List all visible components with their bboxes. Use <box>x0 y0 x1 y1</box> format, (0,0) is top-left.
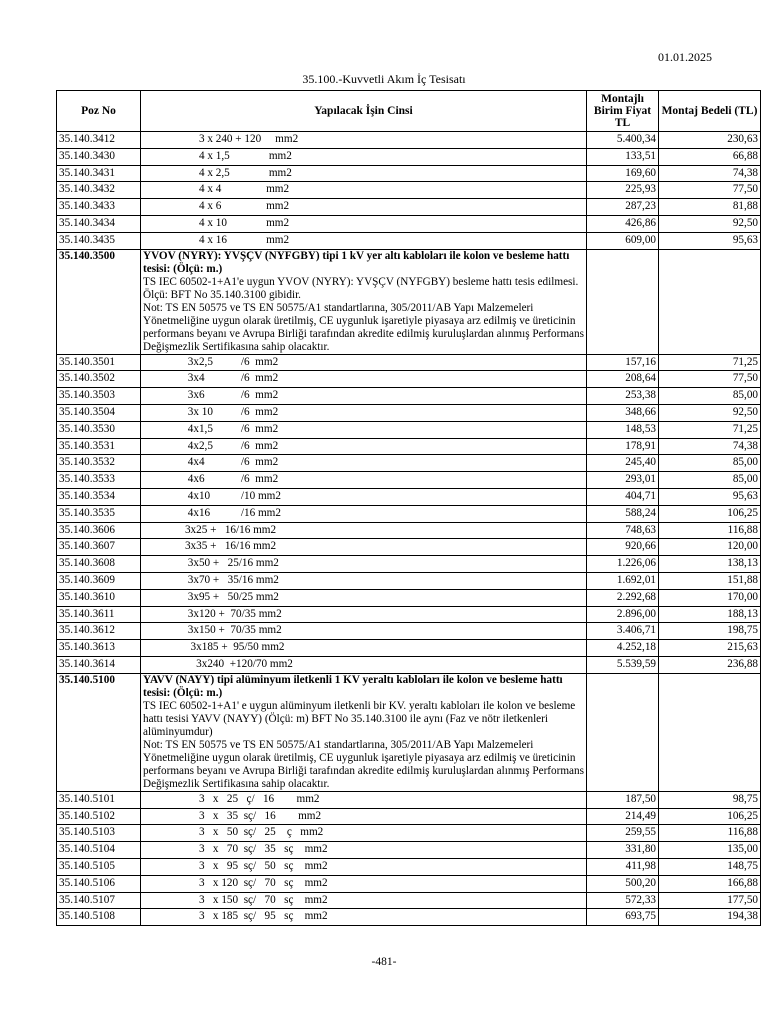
description-cell: 3x95 + 50/25 mm2 <box>141 589 587 606</box>
assembly-cost-cell: 95,63 <box>659 488 761 505</box>
poz-no-cell: 35.140.3503 <box>57 388 141 405</box>
assembly-cost-cell: 170,00 <box>659 589 761 606</box>
empty-assembly-cell <box>659 673 761 791</box>
unit-price-cell: 1.692,01 <box>587 572 659 589</box>
assembly-cost-cell: 151,88 <box>659 572 761 589</box>
table-row <box>57 656 761 673</box>
header-poz-no: Poz No <box>57 91 141 132</box>
unit-price-cell: 920,66 <box>587 539 659 556</box>
table-row <box>57 455 761 472</box>
group-row <box>57 673 761 791</box>
unit-price-cell: 572,33 <box>587 892 659 909</box>
group-row <box>57 249 761 354</box>
group-title: YAVV (NAYY) tipi alüminyum iletkenli 1 KV yeraltı kabloları ile kolon ve besleme hattı tesisi: (Ölçü: m.) <box>143 673 563 699</box>
poz-no-cell: 35.140.5103 <box>57 825 141 842</box>
description-cell: 3x2,5 /6 mm2 <box>141 354 587 371</box>
table-row <box>57 182 761 199</box>
table-row <box>57 640 761 657</box>
assembly-cost-cell: 230,63 <box>659 132 761 149</box>
assembly-cost-cell: 148,75 <box>659 858 761 875</box>
table-row <box>57 825 761 842</box>
unit-price-cell: 225,93 <box>587 182 659 199</box>
table-row <box>57 556 761 573</box>
table-row <box>57 606 761 623</box>
unit-price-cell: 426,86 <box>587 215 659 232</box>
description-cell: 3x120 + 70/35 mm2 <box>141 606 587 623</box>
assembly-cost-cell: 74,38 <box>659 438 761 455</box>
assembly-cost-cell: 138,13 <box>659 556 761 573</box>
description-cell: 3x70 + 35/16 mm2 <box>141 572 587 589</box>
description-cell: 3x 10 /6 mm2 <box>141 404 587 421</box>
assembly-cost-cell: 116,88 <box>659 825 761 842</box>
description-cell: 4x2,5 /6 mm2 <box>141 438 587 455</box>
poz-no-cell: 35.140.3532 <box>57 455 141 472</box>
poz-no-cell: 35.140.3610 <box>57 589 141 606</box>
unit-price-cell: 287,23 <box>587 199 659 216</box>
assembly-cost-cell: 77,50 <box>659 182 761 199</box>
group-description-text: TS IEC 60502-1+A1' e uygun alüminyum iletkenli bir KV. yeraltı kabloları ile kolon ve besleme hattı tesisi YAVV (NAYY) (Ölçü: m) BFT No 35.140.3100 ile aynı (Faz ve nötr iletkenleri alüminyumdur) <box>143 699 576 738</box>
assembly-cost-cell: 77,50 <box>659 371 761 388</box>
assembly-cost-cell: 66,88 <box>659 148 761 165</box>
unit-price-cell: 4.252,18 <box>587 640 659 657</box>
table-row <box>57 148 761 165</box>
assembly-cost-cell: 236,88 <box>659 656 761 673</box>
poz-no-cell: 35.140.5104 <box>57 842 141 859</box>
description-cell: 3x150 + 70/35 mm2 <box>141 623 587 640</box>
poz-no-cell: 35.140.3609 <box>57 572 141 589</box>
poz-no-cell: 35.140.5106 <box>57 875 141 892</box>
table-row <box>57 791 761 808</box>
section-caption: 35.100.-Kuvvetli Akım İç Tesisatı <box>302 72 466 86</box>
unit-price-cell: 169,60 <box>587 165 659 182</box>
table-row <box>57 404 761 421</box>
header-assembly-cost: Montaj Bedeli (TL) <box>659 91 761 132</box>
poz-no-cell: 35.140.3607 <box>57 539 141 556</box>
description-cell: 4x16 /16 mm2 <box>141 505 587 522</box>
poz-no-cell: 35.140.3412 <box>57 132 141 149</box>
empty-price-cell <box>587 673 659 791</box>
description-cell: 4 x 4 mm2 <box>141 182 587 199</box>
poz-no-cell: 35.140.3531 <box>57 438 141 455</box>
table-body <box>57 132 761 926</box>
poz-no-cell: 35.140.3614 <box>57 656 141 673</box>
assembly-cost-cell: 106,25 <box>659 505 761 522</box>
unit-price-cell: 348,66 <box>587 404 659 421</box>
poz-no-cell: 35.140.3435 <box>57 232 141 249</box>
poz-no-cell: 35.140.3504 <box>57 404 141 421</box>
unit-price-cell: 208,64 <box>587 371 659 388</box>
empty-price-cell <box>587 249 659 354</box>
poz-no-cell: 35.140.3434 <box>57 215 141 232</box>
header-description: Yapılacak İşin Cinsi <box>141 91 587 132</box>
assembly-cost-cell: 135,00 <box>659 842 761 859</box>
table-row <box>57 808 761 825</box>
assembly-cost-cell: 194,38 <box>659 909 761 926</box>
table-row <box>57 842 761 859</box>
description-cell: 4 x 10 mm2 <box>141 215 587 232</box>
description-cell: 4 x 1,5 mm2 <box>141 148 587 165</box>
unit-price-cell: 5.400,34 <box>587 132 659 149</box>
assembly-cost-cell: 98,75 <box>659 791 761 808</box>
assembly-cost-cell: 71,25 <box>659 421 761 438</box>
assembly-cost-cell: 74,38 <box>659 165 761 182</box>
page-number: -481- <box>371 956 397 968</box>
description-cell: 4x10 /10 mm2 <box>141 488 587 505</box>
table-row <box>57 572 761 589</box>
unit-price-cell: 588,24 <box>587 505 659 522</box>
poz-no-cell: 35.140.3430 <box>57 148 141 165</box>
description-cell: 4 x 6 mm2 <box>141 199 587 216</box>
poz-no-cell: 35.140.5108 <box>57 909 141 926</box>
price-table <box>56 90 761 926</box>
table-row <box>57 892 761 909</box>
table-row <box>57 421 761 438</box>
description-cell: 3 x 240 + 120 mm2 <box>141 132 587 149</box>
assembly-cost-cell: 120,00 <box>659 539 761 556</box>
description-cell: 3 x 185 sç/ 95 sç mm2 <box>141 909 587 926</box>
group-description-cell <box>141 673 587 791</box>
table-row <box>57 472 761 489</box>
unit-price-cell: 293,01 <box>587 472 659 489</box>
assembly-cost-cell: 92,50 <box>659 404 761 421</box>
description-cell: 3x240 +120/70 mm2 <box>141 656 587 673</box>
poz-no-cell: 35.140.3502 <box>57 371 141 388</box>
assembly-cost-cell: 85,00 <box>659 388 761 405</box>
unit-price-cell: 404,71 <box>587 488 659 505</box>
group-description-text: Ölçü: BFT No 35.140.3100 gibidir. <box>143 288 301 301</box>
unit-price-cell: 3.406,71 <box>587 623 659 640</box>
table-row <box>57 539 761 556</box>
description-cell: 3 x 120 sç/ 70 sç mm2 <box>141 875 587 892</box>
description-cell: 3 x 35 sç/ 16 mm2 <box>141 808 587 825</box>
description-cell: 3 x 70 sç/ 35 sç mm2 <box>141 842 587 859</box>
description-cell: 3x185 + 95/50 mm2 <box>141 640 587 657</box>
description-cell: 3 x 50 sç/ 25 ç mm2 <box>141 825 587 842</box>
table-row <box>57 438 761 455</box>
assembly-cost-cell: 188,13 <box>659 606 761 623</box>
assembly-cost-cell: 116,88 <box>659 522 761 539</box>
table-row <box>57 354 761 371</box>
table-header-row <box>57 91 761 132</box>
assembly-cost-cell: 81,88 <box>659 199 761 216</box>
description-cell: 3x4 /6 mm2 <box>141 371 587 388</box>
group-title: YVOV (NYRY): YVŞÇV (NYFGBY) tipi 1 kV yer altı kabloları ile kolon ve besleme hattı tesisi: (Ölçü: m.) <box>143 249 570 275</box>
table-row <box>57 505 761 522</box>
group-poz-no-cell: 35.140.5100 <box>57 673 141 791</box>
unit-price-cell: 411,98 <box>587 858 659 875</box>
poz-no-cell: 35.140.3535 <box>57 505 141 522</box>
description-cell: 3x25 + 16/16 mm2 <box>141 522 587 539</box>
table-row <box>57 199 761 216</box>
description-cell: 3x50 + 25/16 mm2 <box>141 556 587 573</box>
assembly-cost-cell: 71,25 <box>659 354 761 371</box>
unit-price-cell: 693,75 <box>587 909 659 926</box>
unit-price-cell: 157,16 <box>587 354 659 371</box>
table-row <box>57 858 761 875</box>
unit-price-cell: 2.292,68 <box>587 589 659 606</box>
poz-no-cell: 35.140.3613 <box>57 640 141 657</box>
group-poz-no-cell: 35.140.3500 <box>57 249 141 354</box>
poz-no-cell: 35.140.5107 <box>57 892 141 909</box>
empty-assembly-cell <box>659 249 761 354</box>
assembly-cost-cell: 166,88 <box>659 875 761 892</box>
poz-no-cell: 35.140.5105 <box>57 858 141 875</box>
poz-no-cell: 35.140.5102 <box>57 808 141 825</box>
description-cell: 3x35 + 16/16 mm2 <box>141 539 587 556</box>
poz-no-cell: 35.140.3612 <box>57 623 141 640</box>
assembly-cost-cell: 95,63 <box>659 232 761 249</box>
assembly-cost-cell: 215,63 <box>659 640 761 657</box>
unit-price-cell: 245,40 <box>587 455 659 472</box>
group-description-text: Not: TS EN 50575 ve TS EN 50575/A1 standartlarına, 305/2011/AB Yapı Malzemeleri Yönetmeliğine uygun olarak üretilmiş, CE uygunluk işaretiyle piyasaya arz edilmiş ve üreticinin performans beyanı ve Avrupa Birliği tarafından akredite edilmiş kuruluşlardan alınmış Performans Değişmezlik Sertifikasına sahip olacaktır. <box>143 301 584 353</box>
poz-no-cell: 35.140.3530 <box>57 421 141 438</box>
table-row <box>57 165 761 182</box>
unit-price-cell: 1.226,06 <box>587 556 659 573</box>
poz-no-cell: 35.140.3608 <box>57 556 141 573</box>
poz-no-cell: 35.140.3606 <box>57 522 141 539</box>
assembly-cost-cell: 177,50 <box>659 892 761 909</box>
unit-price-cell: 609,00 <box>587 232 659 249</box>
table-row <box>57 232 761 249</box>
description-cell: 3 x 95 sç/ 50 sç mm2 <box>141 858 587 875</box>
description-cell: 3 x 25 ç/ 16 mm2 <box>141 791 587 808</box>
poz-no-cell: 35.140.3534 <box>57 488 141 505</box>
poz-no-cell: 35.140.3533 <box>57 472 141 489</box>
table-row <box>57 488 761 505</box>
page-date: 01.01.2025 <box>658 50 712 64</box>
poz-no-cell: 35.140.3501 <box>57 354 141 371</box>
assembly-cost-cell: 85,00 <box>659 455 761 472</box>
group-description-text: TS IEC 60502-1+A1'e uygun YVOV (NYRY): YVŞÇV (NYFGBY) besleme hattı tesis edilmesi. <box>143 275 579 288</box>
unit-price-cell: 748,63 <box>587 522 659 539</box>
description-cell: 4x4 /6 mm2 <box>141 455 587 472</box>
poz-no-cell: 35.140.3611 <box>57 606 141 623</box>
table-row <box>57 875 761 892</box>
description-cell: 3 x 150 sç/ 70 sç mm2 <box>141 892 587 909</box>
description-cell: 4 x 16 mm2 <box>141 232 587 249</box>
unit-price-cell: 331,80 <box>587 842 659 859</box>
unit-price-cell: 253,38 <box>587 388 659 405</box>
description-cell: 3x6 /6 mm2 <box>141 388 587 405</box>
unit-price-cell: 178,91 <box>587 438 659 455</box>
poz-no-cell: 35.140.3432 <box>57 182 141 199</box>
description-cell: 4 x 2,5 mm2 <box>141 165 587 182</box>
assembly-cost-cell: 106,25 <box>659 808 761 825</box>
poz-no-cell: 35.140.3433 <box>57 199 141 216</box>
table-row <box>57 388 761 405</box>
poz-no-cell: 35.140.5101 <box>57 791 141 808</box>
unit-price-cell: 5.539,59 <box>587 656 659 673</box>
table-row <box>57 215 761 232</box>
unit-price-cell: 133,51 <box>587 148 659 165</box>
poz-no-cell: 35.140.3431 <box>57 165 141 182</box>
assembly-cost-cell: 198,75 <box>659 623 761 640</box>
table-row <box>57 909 761 926</box>
assembly-cost-cell: 92,50 <box>659 215 761 232</box>
unit-price-cell: 259,55 <box>587 825 659 842</box>
table-row <box>57 623 761 640</box>
unit-price-cell: 148,53 <box>587 421 659 438</box>
group-description-text: Not: TS EN 50575 ve TS EN 50575/A1 standartlarına, 305/2011/AB Yapı Malzemeleri Yönetmeliğine uygun olarak üretilmiş, CE uygunluk işaretiyle piyasaya arz edilmiş ve üreticinin performans beyanı ve Avrupa Birliği tarafından akredite edilmiş kuruluşlardan alınmış Performans Değişmezlik Sertifikasına sahip olacaktır. <box>143 738 584 790</box>
unit-price-cell: 500,20 <box>587 875 659 892</box>
table-row <box>57 522 761 539</box>
unit-price-cell: 214,49 <box>587 808 659 825</box>
header-unit-price: Montajlı Birim Fiyat TL <box>587 91 659 132</box>
table-row <box>57 132 761 149</box>
table-row <box>57 371 761 388</box>
assembly-cost-cell: 85,00 <box>659 472 761 489</box>
group-description-cell <box>141 249 587 354</box>
table-row <box>57 589 761 606</box>
unit-price-cell: 2.896,00 <box>587 606 659 623</box>
description-cell: 4x6 /6 mm2 <box>141 472 587 489</box>
unit-price-cell: 187,50 <box>587 791 659 808</box>
description-cell: 4x1,5 /6 mm2 <box>141 421 587 438</box>
